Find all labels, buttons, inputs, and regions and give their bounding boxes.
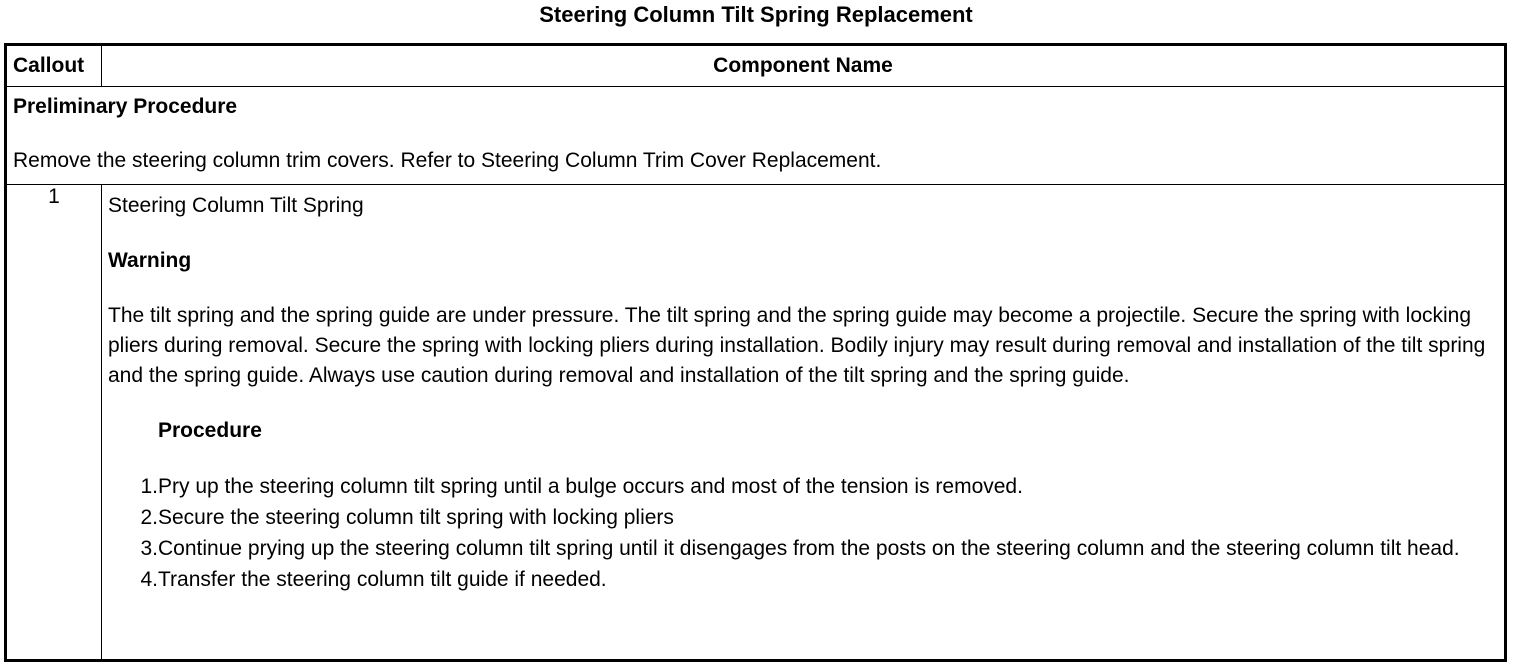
- step-text: Secure the steering column tilt spring with locking pliers: [158, 506, 674, 529]
- component-name-column-header: Component Name: [102, 45, 1506, 87]
- procedure-table: [4, 43, 1507, 662]
- list-item: [108, 564, 1498, 595]
- list-item: [108, 502, 1498, 533]
- step-number: 4.: [140, 568, 158, 591]
- preliminary-row: [6, 87, 1506, 185]
- warning-title: Warning: [108, 249, 192, 272]
- step-text: Continue prying up the steering column tilt spring until it disengages from the posts on the steering column and the steering column tilt head.: [158, 537, 1460, 560]
- step-text: Pry up the steering column tilt spring until a bulge occurs and most of the tension is removed.: [158, 475, 1023, 498]
- preliminary-cell: [6, 87, 1506, 185]
- list-item: [108, 533, 1498, 564]
- step-number: 2.: [140, 506, 158, 529]
- table-row: [6, 185, 1506, 661]
- procedure-title: Procedure: [158, 419, 262, 442]
- callout-column-header: Callout: [6, 45, 102, 87]
- step-text: Transfer the steering column tilt guide if needed.: [158, 568, 607, 591]
- list-item: [108, 471, 1498, 502]
- step-number: 3.: [140, 537, 158, 560]
- preliminary-procedure-title: Preliminary Procedure: [13, 95, 238, 118]
- header-row: [6, 45, 1506, 87]
- callout-number: 1: [6, 185, 102, 661]
- warning-text: The tilt spring and the spring guide are under pressure. The tilt spring and the spring guide may become a projectile. Secure the spring with locking pliers during removal. Secure the spring with locking pliers during installation. Bodily injury may result during removal and installation of the tilt spring and the spring guide. Always use caution during removal and installation of the tilt spring and the spring guide.: [108, 304, 1486, 387]
- component-cell: [102, 185, 1506, 661]
- step-number: 1.: [140, 475, 158, 498]
- component-name: Steering Column Tilt Spring: [108, 194, 364, 217]
- procedure-steps-list: [108, 471, 1498, 595]
- preliminary-procedure-text: Remove the steering column trim covers. Refer to Steering Column Trim Cover Replacement.: [13, 149, 882, 172]
- page-title: Steering Column Tilt Spring Replacement: [539, 2, 973, 27]
